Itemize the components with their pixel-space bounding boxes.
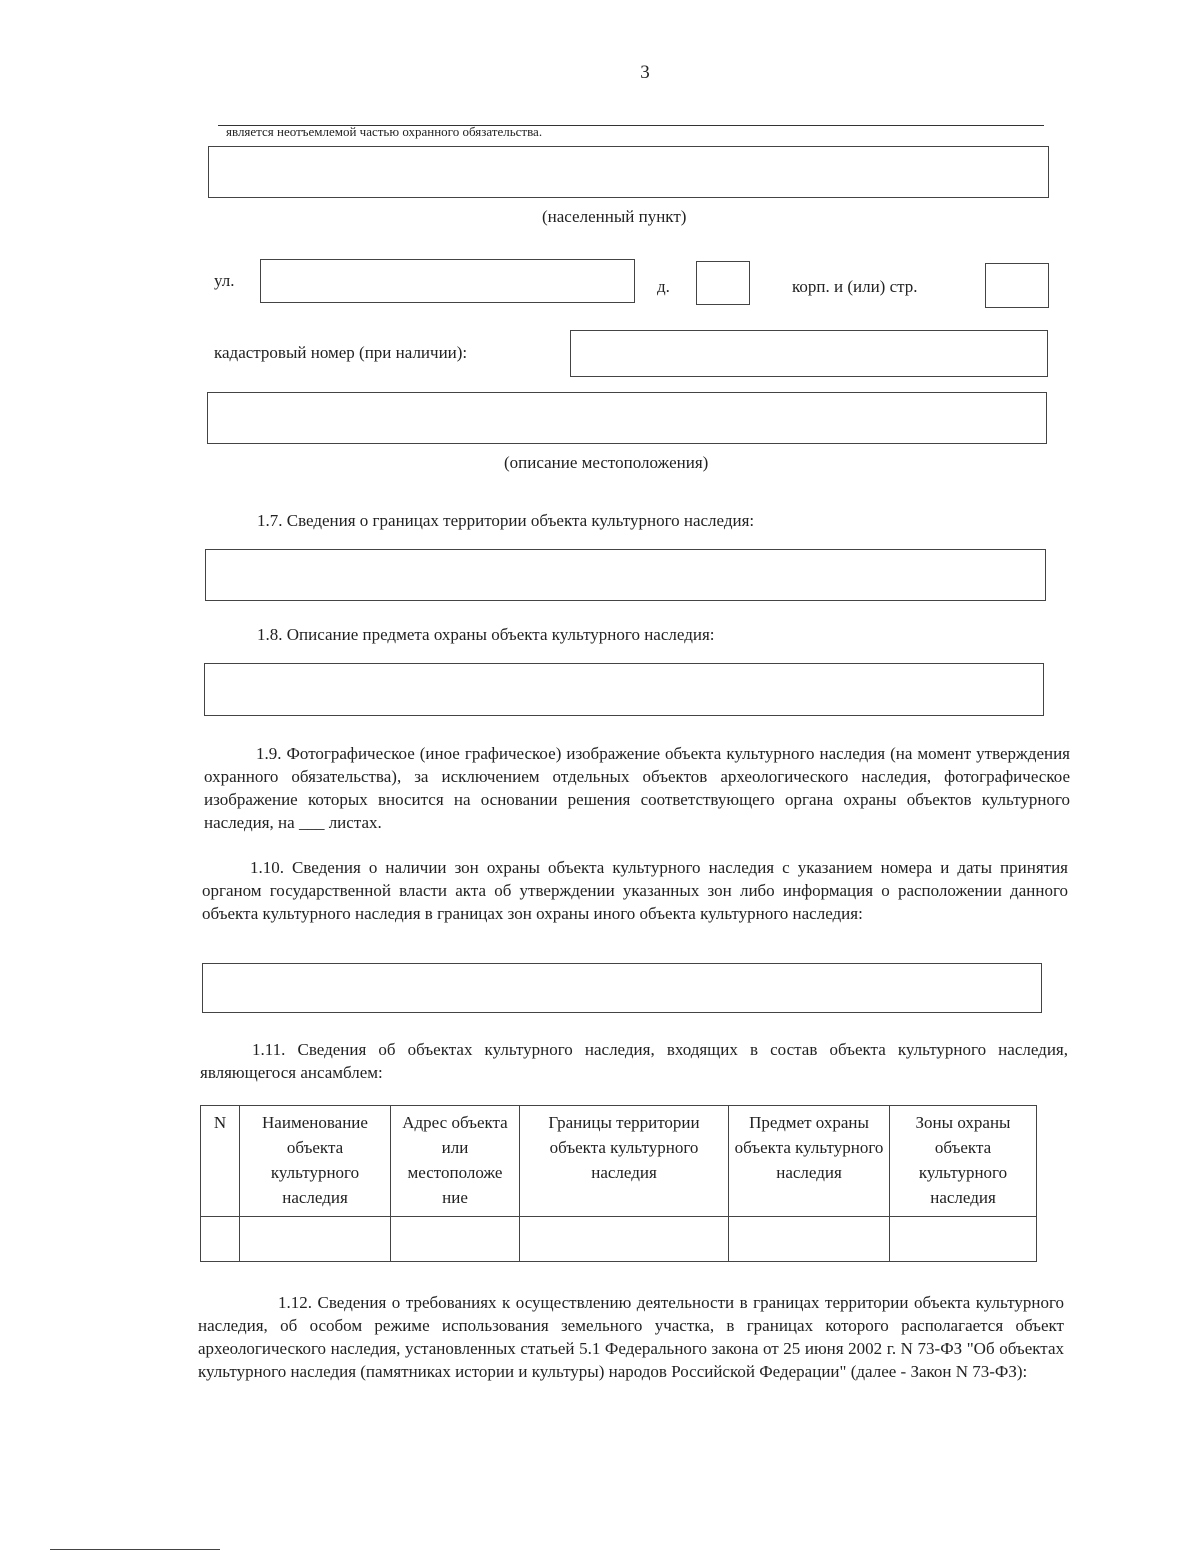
- location-field[interactable]: [207, 392, 1047, 444]
- territory-bounds-field[interactable]: [205, 549, 1046, 601]
- cadastral-label: кадастровый номер (при наличии):: [214, 343, 468, 362]
- table-header-cell: Границы территории объекта культурного наследия: [520, 1106, 729, 1217]
- settlement-field[interactable]: [208, 146, 1049, 198]
- table-cell[interactable]: [240, 1217, 391, 1262]
- table-cell[interactable]: [391, 1217, 520, 1262]
- table-header-cell: Зоны охраны объекта культурного наследия: [890, 1106, 1037, 1217]
- table-header-cell: Адрес объекта или местоположе ние: [391, 1106, 520, 1217]
- street-label: ул.: [214, 271, 235, 290]
- settlement-caption: (населенный пункт): [542, 207, 687, 226]
- table-header-row: [201, 1106, 1037, 1217]
- table-header-cell: N: [201, 1106, 240, 1217]
- footnote-fragment: является неотъемлемой частью охранного обязательства.: [226, 124, 543, 139]
- table-cell[interactable]: [520, 1217, 729, 1262]
- table-cell[interactable]: [890, 1217, 1037, 1262]
- building-label: корп. и (или) стр.: [792, 277, 918, 296]
- section-1-11: 1.11. Сведения об объектах культурного наследия, входящих в состав объекта культурного наследия, являющегося ансамблем:: [200, 1040, 1068, 1082]
- table-row: [201, 1217, 1037, 1262]
- location-caption: (описание местоположения): [504, 453, 709, 472]
- table-cell[interactable]: [201, 1217, 240, 1262]
- building-field[interactable]: [985, 263, 1049, 308]
- section-1-10: 1.10. Сведения о наличии зон охраны объекта культурного наследия с указанием номера и даты принятия органом государственной власти акта об утверждении указанных зон либо информация о расположении данного объекта культурного наследия в границах зон охраны иного объекта культурного наследия:: [202, 858, 1068, 923]
- cadastral-field[interactable]: [570, 330, 1048, 377]
- section-1-9: 1.9. Фотографическое (иное графическое) изображение объекта культурного наследия (на момент утверждения охранного обязательства), за исключением отдельных объектов археологического наследия, фотографическое изображение которых вносится на основании решения соответствующего органа охраны объектов культурного наследия, на ___ листах.: [204, 744, 1070, 832]
- section-1-7: 1.7. Сведения о границах территории объекта культурного наследия:: [257, 511, 755, 530]
- bottom-rule: [50, 1549, 220, 1550]
- section-1-8: 1.8. Описание предмета охраны объекта культурного наследия:: [257, 625, 715, 644]
- table-header-cell: Предмет охраны объекта культурного наследия: [729, 1106, 890, 1217]
- page-number: 3: [640, 62, 650, 83]
- street-field[interactable]: [260, 259, 635, 303]
- ensemble-table: [200, 1105, 1037, 1262]
- section-1-12: 1.12. Сведения о требованиях к осуществлению деятельности в границах территории объекта культурного наследия, об особом режиме использования земельного участка, в границах которого располагается объект археологического наследия, установленных статьей 5.1 Федерального закона от 25 июня 2002 г. N 73-ФЗ "Об объектах культурного наследия (памятниках истории и культуры) народов Российской Федерации" (далее - Закон N 73-ФЗ):: [198, 1293, 1064, 1381]
- house-field[interactable]: [696, 261, 750, 305]
- protection-zones-field[interactable]: [202, 963, 1042, 1013]
- house-label: д.: [657, 277, 670, 296]
- protection-subject-field[interactable]: [204, 663, 1044, 716]
- table-header-cell: Наименование объекта культурного наследия: [240, 1106, 391, 1217]
- table-cell[interactable]: [729, 1217, 890, 1262]
